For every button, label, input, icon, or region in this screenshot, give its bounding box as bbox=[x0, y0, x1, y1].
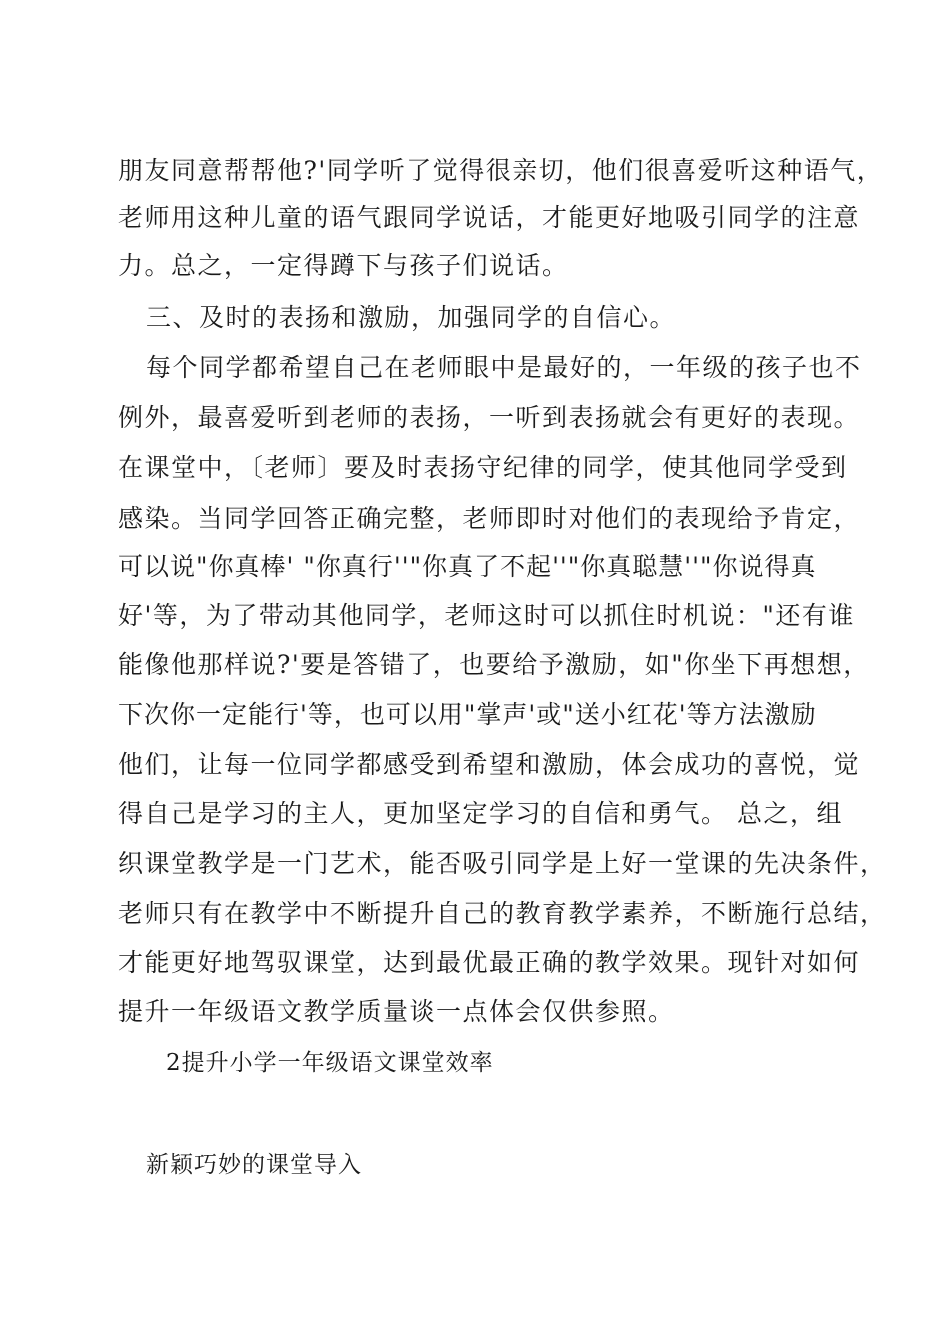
body-line-5: 每个同学都希望自己在老师眼中是最好的，一年级的孩子也不 bbox=[146, 353, 862, 382]
body-line-18: 提升一年级语文教学质量谈一点体会仅供参照。 bbox=[118, 997, 675, 1026]
body-line-15: 织课堂教学是一门艺术，能否吸引同学是上好一堂课的先决条件， bbox=[118, 849, 887, 878]
body-line-10: 好'等，为了带动其他同学，老师这时可以抓住时机说："还有谁 bbox=[118, 601, 855, 630]
body-line-14: 得自己是学习的主人，更加坚定学习的自信和勇气。 总之，组 bbox=[118, 799, 843, 828]
body-line-11: 能像他那样说?'要是答错了，也要给予激励，如"你坐下再想想， bbox=[118, 650, 870, 679]
body-line-7: 在课堂中，〔老师〕要及时表扬守纪律的同学，使其他同学受到 bbox=[118, 453, 848, 482]
body-line-16: 老师只有在教学中不断提升自己的教育教学素养，不断施行总结， bbox=[118, 899, 887, 928]
body-line-1: 朋友同意帮帮他?'同学听了觉得很亲切，他们很喜爱听这种语气， bbox=[118, 156, 884, 185]
body-line-13: 他们，让每一位同学都感受到希望和激励，体会成功的喜悦，觉 bbox=[118, 750, 861, 779]
body-line-17: 才能更好地驾驭课堂，达到最优最正确的教学效果。现针对如何 bbox=[118, 948, 861, 977]
subsection-title: 新颖巧妙的课堂导入 bbox=[146, 1152, 362, 1178]
body-line-2: 老师用这种儿童的语气跟同学说话，才能更好地吸引同学的注意 bbox=[118, 203, 861, 232]
body-line-8: 感染。当同学回答正确完整，老师即时对他们的表现给予肯定， bbox=[118, 504, 861, 533]
section-heading-3: 三、及时的表扬和激励，加强同学的自信心。 bbox=[146, 303, 677, 332]
body-line-12: 下次你一定能行'等，也可以用"掌声'或"送小红花'等方法激励 bbox=[118, 700, 817, 729]
body-line-9: 可以说"你真棒' "你真行''"你真了不起''"你真聪慧''"你说得真 bbox=[118, 552, 817, 581]
body-line-6: 例外，最喜爱听到老师的表扬，一听到表扬就会有更好的表现。 bbox=[118, 403, 861, 432]
section-title: 2提升小学一年级语文课堂效率 bbox=[166, 1050, 494, 1076]
body-line-3: 力。总之，一定得蹲下与孩子们说话。 bbox=[118, 251, 569, 280]
